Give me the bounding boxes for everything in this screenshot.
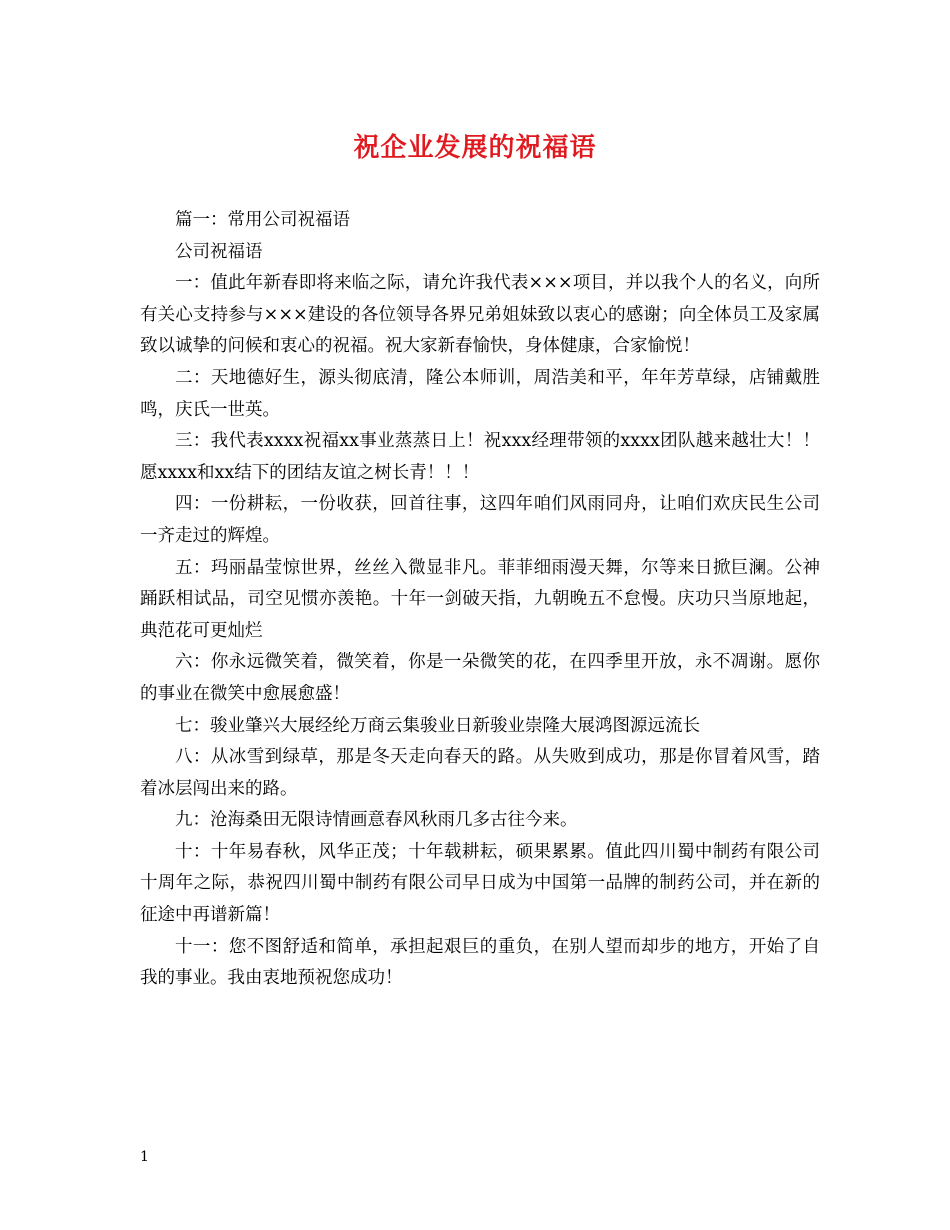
document-body — [140, 205, 820, 995]
paragraph: 五：玛丽晶莹惊世界，丝丝入微显非凡。菲菲细雨漫天舞，尔等来日掀巨澜。公神踊跃相试品，司空见惯亦羡艳。十年一剑破天指，九朝晚五不怠慢。庆功只当原地起，典范花可更灿烂 — [140, 557, 820, 641]
subheading: 公司祝福语 — [175, 241, 263, 262]
paragraph: 六：你永远微笑着，微笑着，你是一朵微笑的花，在四季里开放，永不凋谢。愿你的事业在微笑中愈展愈盛！ — [140, 652, 820, 704]
section-heading: 篇一：常用公司祝福语 — [175, 210, 350, 230]
paragraph: 四：一份耕耘，一份收获，回首往事，这四年咱们风雨同舟，让咱们欢庆民生公司一齐走过的辉煌。 — [140, 494, 820, 546]
paragraph: 十：十年易春秋，风华正茂；十年载耕耘，硕果累累。值此四川蜀中制药有限公司十周年之际，恭祝四川蜀中制药有限公司早日成为中国第一品牌的制药公司，并在新的征途中再谱新篇！ — [140, 841, 820, 926]
page-number: 1 — [140, 1149, 149, 1165]
paragraph: 九：沧海桑田无限诗情画意春风秋雨几多古往今来。 — [175, 810, 578, 831]
paragraph: 七：骏业肇兴大展经纶万商云集骏业日新骏业崇隆大展鸿图源远流长 — [175, 715, 700, 736]
paragraph: 三：我代表xxxx祝福xx事业蒸蒸日上！祝xxx经理带领的xxxx团队越来越壮大！！愿xxxx和xx结下的团结友谊之树长青！！！ — [140, 431, 820, 483]
document-title: 祝企业发展的祝福语 — [353, 133, 597, 163]
paragraph: 八：从冰雪到绿草，那是冬天走向春天的路。从失败到成功，那是你冒着风雪，踏着冰层闯出来的路。 — [140, 747, 820, 799]
paragraph: 十一：您不图舒适和简单，承担起艰巨的重负，在别人望而却步的地方，开始了自我的事业。我由衷地预祝您成功！ — [140, 936, 820, 989]
paragraph: 一：值此年新春即将来临之际，请允许我代表×××项目，并以我个人的名义，向所有关心支持参与×××建设的各位领导各界兄弟姐妹致以衷心的感谢；向全体员工及家属致以诚挚的问候和衷心的祝福。祝大家新春愉快，身体健康，合家愉悦！ — [140, 273, 820, 357]
paragraph: 二：天地德好生，源头彻底清，隆公本师训，周浩美和平，年年芳草绿，店铺戴胜鸣，庆氏一世英。 — [140, 367, 820, 420]
